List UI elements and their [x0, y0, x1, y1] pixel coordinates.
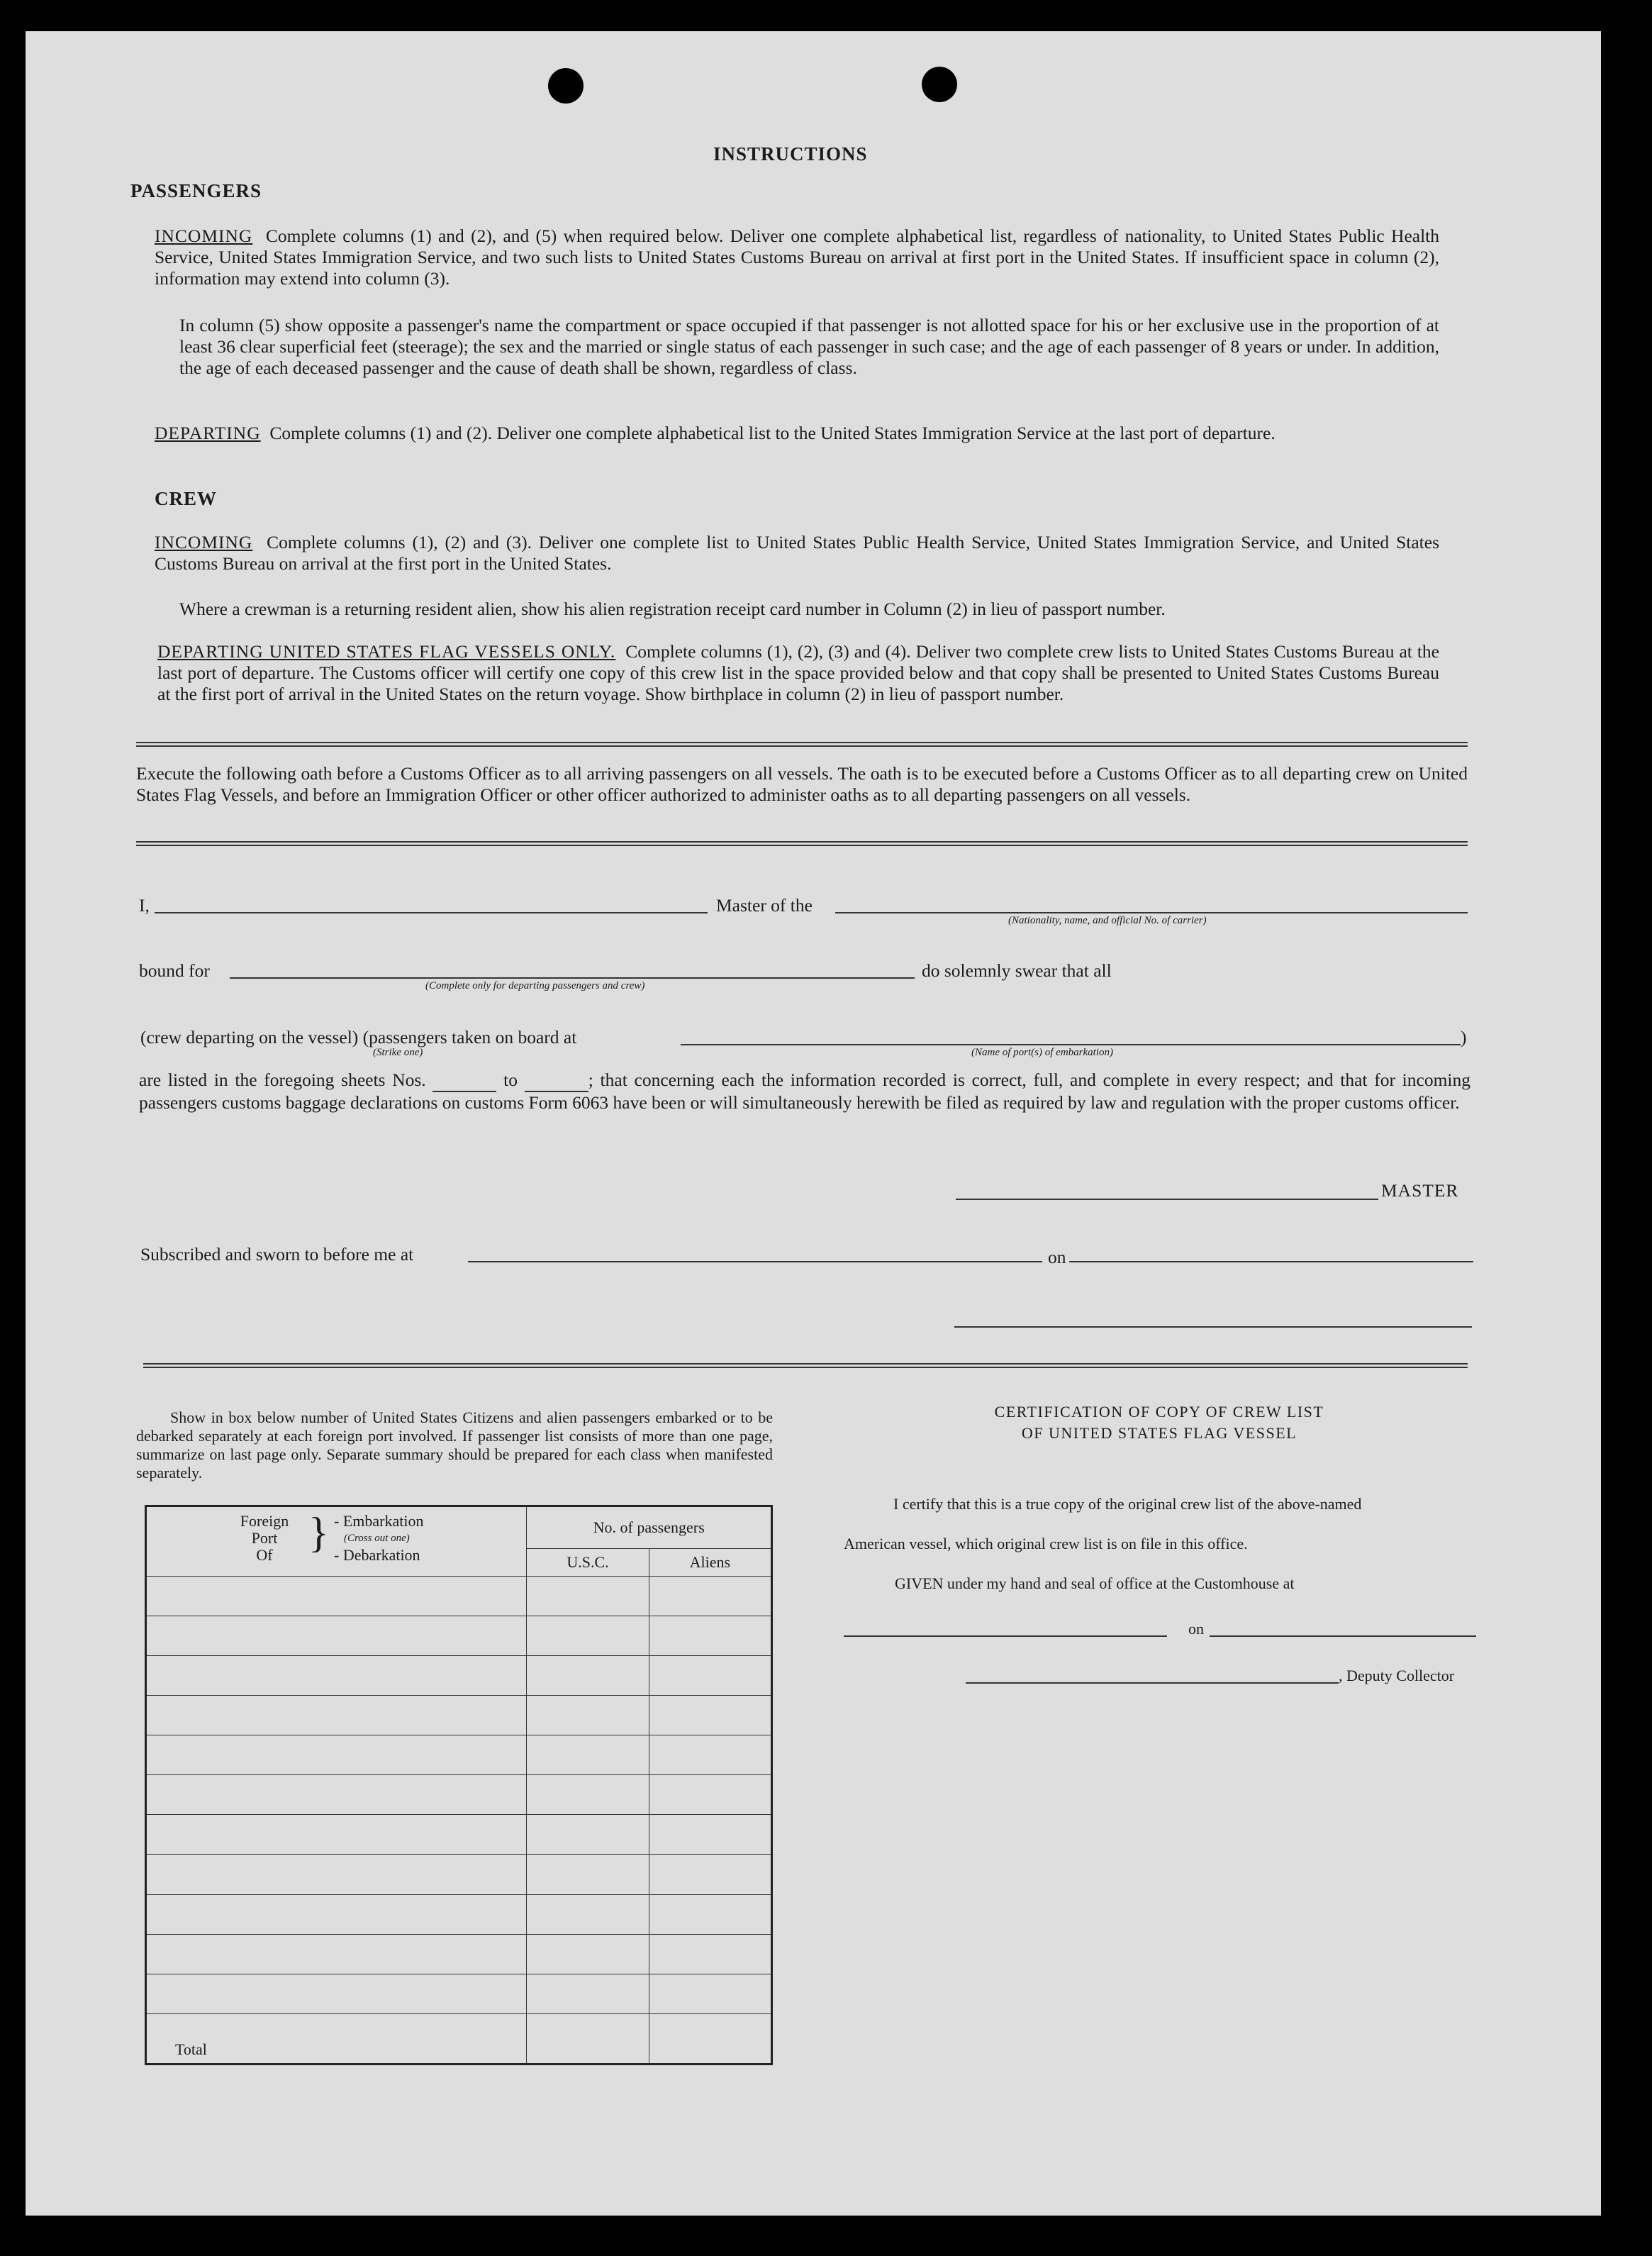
- table-row[interactable]: [146, 1934, 772, 1974]
- table-row[interactable]: [146, 1974, 772, 2013]
- carrier-caption: (Nationality, name, and official No. of carrier): [1008, 915, 1207, 926]
- passengers-incoming: [155, 226, 1439, 289]
- column5-instructions: In column (5) show opposite a passenger's name the compartment or space occupied if that passenger is not allotted space for his or her exclusive use in the proportion of at least 36 clear superficial feet (steerage); the sex and the married or single status of each passenger in such case; and the age of each passenger of 8 years or under. In addition, the age of each deceased passenger and the cause of death shall be shown, regardless of class.: [179, 315, 1439, 378]
- oath-i-label: I,: [139, 895, 150, 916]
- passengers-departing: DEPARTING Complete columns (1) and (2). Deliver one complete alphabetical list to the United States Immigration Service at the last port of departure.: [155, 423, 1276, 443]
- master-of-label: Master of the: [716, 895, 813, 916]
- ports-caption: (Name of port(s) of embarkation): [971, 1047, 1113, 1058]
- instructions-title: INSTRUCTIONS: [713, 143, 868, 165]
- divider: [136, 742, 1468, 747]
- given-line: GIVEN under my hand and seal of office at the Customhouse at: [895, 1574, 1295, 1592]
- foreign-port-of-label: Foreign Port Of: [240, 1512, 289, 1564]
- table-row[interactable]: [146, 1855, 772, 1894]
- oath-intro: Execute the following oath before a Customs Officer as to all arriving passengers on all vessels. The oath is to be executed before a Customs Officer as to all departing crew on United States Flag Vessels, and before an Immigration Officer or other officer authorized to administer oaths as to all departing passengers on all vessels.: [136, 763, 1468, 805]
- divider: [143, 1363, 1468, 1368]
- table-row[interactable]: [146, 1815, 772, 1855]
- embarkation-ports-field[interactable]: [681, 1044, 1461, 1045]
- port-header: Foreign Port Of } - Embarkation (Cross out one) - Debarkation: [146, 1506, 527, 1577]
- carrier-field[interactable]: [835, 912, 1468, 913]
- table-row[interactable]: [146, 1696, 772, 1735]
- cert-on-label: on: [1188, 1620, 1204, 1638]
- table-row[interactable]: [146, 1656, 772, 1696]
- strike-one-caption: (Strike one): [373, 1047, 423, 1058]
- subscribed-place-field[interactable]: [468, 1261, 1042, 1262]
- table-row[interactable]: [146, 1775, 772, 1815]
- usc-header: U.S.C.: [527, 1549, 649, 1577]
- summary-instructions: Show in box below number of United States Citizens and alien passengers embarked or to be debarked separately at each foreign port involved. If passenger list consists of more than one page, summarize on last page only. Separate summary should be prepared for each class when manifested separately.: [136, 1408, 773, 1482]
- total-usc-cell[interactable]: [527, 2013, 649, 2064]
- total-label: Total: [146, 2013, 527, 2064]
- embarkation-option[interactable]: - Embarkation: [334, 1512, 424, 1530]
- sheet-from-field[interactable]: [432, 1069, 496, 1092]
- total-row: [146, 2013, 772, 2064]
- master-label: MASTER: [1381, 1180, 1459, 1201]
- crew-heading: CREW: [155, 488, 218, 509]
- crewman-note: Where a crewman is a returning resident alien, show his alien registration receipt card number in Column (2) in lieu of passport number.: [179, 599, 1166, 619]
- subscribed-label: Subscribed and sworn to before me at: [140, 1244, 414, 1265]
- deputy-signature-field[interactable]: [966, 1682, 1339, 1684]
- close-paren: ): [1461, 1027, 1467, 1048]
- bound-for-field[interactable]: [230, 977, 915, 979]
- master-signature-field[interactable]: [956, 1199, 1378, 1200]
- incoming-text: Complete columns (1) and (2), and (5) when required below. Deliver one complete alphabetical list, regardless of nationality, to United States Public Health Service, United States Immigration Service, and two such lists to United States Customs Bureau on arrival at first port in the United States. If insufficient space in column (2), information may extend into column (3).: [155, 226, 1439, 289]
- departing-label: DEPARTING: [155, 423, 261, 443]
- crew-incoming-label: INCOMING: [155, 532, 253, 552]
- listed-sheets-text: are listed in the foregoing sheets Nos. to ; that concerning each the information recorded is correct, full, and complete in every respect; and that for incoming passengers customs baggage declarations on customs Form 6063 have been or will simultaneously herewith be filed as required by law and regulation with the proper customs officer.: [139, 1069, 1471, 1113]
- deputy-collector-label: , Deputy Collector: [1339, 1667, 1455, 1684]
- incoming-label: INCOMING: [155, 226, 253, 246]
- master-name-field[interactable]: [155, 912, 708, 913]
- certify-line-1: I certify that this is a true copy of the original crew list of the above-named: [893, 1495, 1362, 1513]
- on-label: on: [1048, 1247, 1066, 1267]
- solemnly-label: do solemnly swear that all: [922, 960, 1112, 981]
- crew-passengers-label: (crew departing on the vessel) (passengers taken on board at: [140, 1027, 577, 1048]
- passenger-summary-table: [145, 1505, 773, 2065]
- table-row[interactable]: [146, 1616, 772, 1656]
- table-row[interactable]: [146, 1894, 772, 1934]
- sheet-to-field[interactable]: [525, 1069, 588, 1092]
- punch-hole: [922, 67, 957, 102]
- crew-incoming: INCOMING Complete columns (1), (2) and (3). Deliver one complete list to United States Public Health Service, United States Immigration Service, and United States Customs Bureau on arrival at the first port in the United States.: [155, 532, 1439, 574]
- divider: [136, 841, 1468, 846]
- bound-for-label: bound for: [139, 960, 210, 981]
- passengers-heading: PASSENGERS: [130, 180, 262, 201]
- bound-caption: (Complete only for departing passengers and crew): [425, 980, 645, 991]
- crew-departing: DEPARTING UNITED STATES FLAG VESSELS ONLY. Complete columns (1), (2), (3) and (4). Deliver two complete crew lists to United States Customs Bureau at the last port of departure. The Customs officer will certify one copy of this crew list in the space provided below and that copy shall be presented to United States Customs Bureau at the first port of arrival in the United States on the return voyage. Show birthplace in column (2) in lieu of passport number.: [157, 641, 1439, 704]
- punch-hole: [548, 68, 584, 104]
- table-row[interactable]: [146, 1577, 772, 1616]
- subscribed-date-field[interactable]: [1069, 1261, 1473, 1262]
- no-passengers-header: No. of passengers: [527, 1506, 772, 1549]
- crew-departing-label: DEPARTING UNITED STATES FLAG VESSELS ONLY.: [157, 641, 616, 662]
- cert-date-field[interactable]: [1210, 1635, 1476, 1637]
- certification-title: CERTIFICATION OF COPY OF CREW LIST OF UNITED STATES FLAG VESSEL: [994, 1403, 1324, 1442]
- aliens-header: Aliens: [649, 1549, 771, 1577]
- customhouse-field[interactable]: [844, 1635, 1167, 1637]
- officer-signature-field[interactable]: [954, 1326, 1472, 1328]
- debarkation-option[interactable]: - Debarkation: [334, 1546, 420, 1564]
- certify-line-2: American vessel, which original crew list is on file in this office.: [844, 1535, 1248, 1552]
- total-aliens-cell[interactable]: [649, 2013, 771, 2064]
- table-row[interactable]: [146, 1735, 772, 1775]
- brace: }: [308, 1509, 329, 1556]
